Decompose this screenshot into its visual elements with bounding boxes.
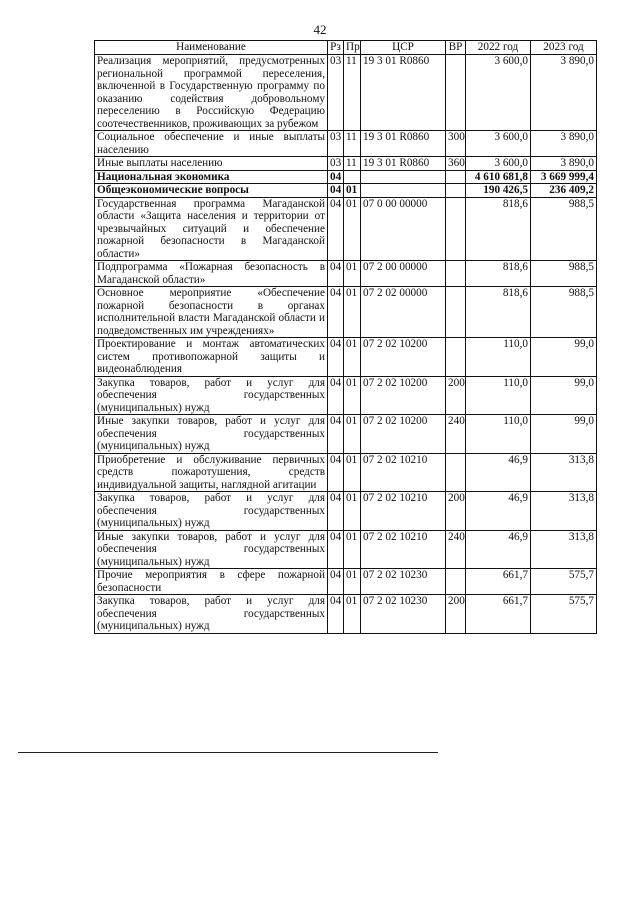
row-csr: 07 2 02 10200 [361,415,446,454]
row-csr: 07 2 02 10230 [361,569,446,595]
footer-divider [18,752,438,753]
row-csr: 07 2 02 00000 [361,287,446,338]
row-vr [446,170,466,184]
table-row [95,184,597,198]
row-pr: 11 [344,131,361,157]
row-vr: 300 [446,131,466,157]
row-amount-2022: 110,0 [466,415,531,454]
row-amount-2022: 4 610 681,8 [466,170,531,184]
row-csr: 07 0 00 00000 [361,197,446,261]
row-amount-2023: 99,0 [531,376,597,415]
row-csr: 07 2 02 10200 [361,376,446,415]
table-row [95,415,597,454]
table-row [95,492,597,531]
row-name: Реализация мероприятий, предусмотренных региональной программой переселения, включенной в Государственную программу по оказанию содействия добровольному переселению в Российскую Федерацию соотечественников, проживающих за рубежом [95,55,328,131]
row-pr: 01 [344,338,361,377]
table-row [95,55,597,131]
row-vr [446,287,466,338]
row-rz: 04 [328,569,344,595]
row-rz: 04 [328,287,344,338]
row-rz: 04 [328,453,344,492]
row-csr [361,184,446,198]
row-amount-2022: 3 600,0 [466,131,531,157]
header-name: Наименование [95,41,328,55]
row-pr: 01 [344,453,361,492]
header-row [95,41,597,55]
page-number: 42 [313,22,327,37]
table-row [95,197,597,261]
row-amount-2022: 661,7 [466,595,531,634]
row-amount-2022: 3 600,0 [466,55,531,131]
row-amount-2023: 3 890,0 [531,131,597,157]
row-vr: 200 [446,492,466,531]
row-pr: 01 [344,530,361,569]
header-csr: ЦСР [361,41,446,55]
row-vr [446,197,466,261]
row-amount-2023: 236 409,2 [531,184,597,198]
row-pr: 01 [344,184,361,198]
row-name: Общеэкономические вопросы [95,184,328,198]
row-csr: 19 3 01 R0860 [361,131,446,157]
row-rz: 04 [328,415,344,454]
row-amount-2022: 661,7 [466,569,531,595]
row-vr [446,184,466,198]
row-amount-2023: 988,5 [531,197,597,261]
row-amount-2023: 575,7 [531,569,597,595]
row-pr: 01 [344,415,361,454]
row-vr: 240 [446,530,466,569]
row-vr [446,569,466,595]
row-rz: 03 [328,55,344,131]
row-vr [446,55,466,131]
row-csr: 07 2 00 00000 [361,261,446,287]
row-name: Проектирование и монтаж автоматических систем противопожарной защиты и видеонаблюдения [95,338,328,377]
table-row [95,338,597,377]
row-name: Закупка товаров, работ и услуг для обеспечения государственных (муниципальных) нужд [95,595,328,634]
row-amount-2023: 575,7 [531,595,597,634]
row-pr: 11 [344,55,361,131]
row-csr: 07 2 02 10230 [361,595,446,634]
row-amount-2023: 99,0 [531,338,597,377]
header-pr: Пр [344,41,361,55]
row-amount-2023: 988,5 [531,287,597,338]
row-csr: 07 2 02 10210 [361,453,446,492]
row-name: Закупка товаров, работ и услуг для обеспечения государственных (муниципальных) нужд [95,376,328,415]
row-amount-2022: 818,6 [466,261,531,287]
header-vr: ВР [446,41,466,55]
row-pr: 01 [344,197,361,261]
row-vr [446,453,466,492]
row-amount-2023: 313,8 [531,530,597,569]
row-name: Социальное обеспечение и иные выплаты населению [95,131,328,157]
table-row [95,453,597,492]
row-rz: 04 [328,184,344,198]
row-name: Государственная программа Магаданской области «Защита населения и территории от чрезвычайных ситуаций и обеспечение пожарной безопасности в Магаданской области» [95,197,328,261]
row-amount-2023: 988,5 [531,261,597,287]
row-amount-2022: 46,9 [466,492,531,531]
row-rz: 04 [328,197,344,261]
row-amount-2022: 818,6 [466,287,531,338]
table-row [95,376,597,415]
row-vr [446,338,466,377]
row-pr: 01 [344,595,361,634]
row-rz: 03 [328,157,344,171]
row-csr: 19 3 01 R0860 [361,157,446,171]
row-csr: 07 2 02 10210 [361,530,446,569]
header-rz: Рз [328,41,344,55]
row-name: Иные закупки товаров, работ и услуг для обеспечения государственных (муниципальных) нужд [95,530,328,569]
row-pr: 01 [344,492,361,531]
row-name: Прочие мероприятия в сфере пожарной безопасности [95,569,328,595]
row-amount-2022: 190 426,5 [466,184,531,198]
row-pr [344,170,361,184]
row-vr [446,261,466,287]
table-row [95,157,597,171]
table-row [95,131,597,157]
row-amount-2023: 3 890,0 [531,55,597,131]
row-pr: 01 [344,569,361,595]
row-amount-2023: 313,8 [531,492,597,531]
row-pr: 01 [344,287,361,338]
row-amount-2022: 110,0 [466,338,531,377]
budget-table [94,40,597,634]
table-body [95,55,597,634]
row-amount-2023: 3 669 999,4 [531,170,597,184]
row-rz: 04 [328,595,344,634]
row-rz: 04 [328,170,344,184]
row-name: Закупка товаров, работ и услуг для обеспечения государственных (муниципальных) нужд [95,492,328,531]
row-pr: 01 [344,261,361,287]
table-row [95,261,597,287]
row-rz: 04 [328,530,344,569]
row-amount-2023: 313,8 [531,453,597,492]
table-row [95,170,597,184]
row-vr: 200 [446,376,466,415]
row-csr: 07 2 02 10210 [361,492,446,531]
row-pr: 01 [344,376,361,415]
row-amount-2022: 3 600,0 [466,157,531,171]
row-name: Подпрограмма «Пожарная безопасность в Магаданской области» [95,261,328,287]
table-row [95,595,597,634]
row-rz: 04 [328,261,344,287]
row-vr: 360 [446,157,466,171]
row-vr: 200 [446,595,466,634]
header-2023: 2023 год [531,41,597,55]
row-amount-2022: 818,6 [466,197,531,261]
table-row [95,287,597,338]
row-amount-2023: 3 890,0 [531,157,597,171]
table-row [95,530,597,569]
row-vr: 240 [446,415,466,454]
row-rz: 03 [328,131,344,157]
row-name: Национальная экономика [95,170,328,184]
row-name: Иные выплаты населению [95,157,328,171]
row-name: Приобретение и обслуживание первичных средств пожаротушения, средств индивидуальной защиты, наглядной агитации [95,453,328,492]
row-pr: 11 [344,157,361,171]
row-amount-2023: 99,0 [531,415,597,454]
row-amount-2022: 46,9 [466,453,531,492]
row-csr: 07 2 02 10200 [361,338,446,377]
row-name: Иные закупки товаров, работ и услуг для обеспечения государственных (муниципальных) нужд [95,415,328,454]
row-csr [361,170,446,184]
row-rz: 04 [328,376,344,415]
row-amount-2022: 46,9 [466,530,531,569]
row-rz: 04 [328,338,344,377]
row-csr: 19 3 01 R0860 [361,55,446,131]
table-row [95,569,597,595]
row-name: Основное мероприятие «Обеспечение пожарной безопасности в органах исполнительной власти Магаданской области и подведомственных им учреждениях» [95,287,328,338]
row-rz: 04 [328,492,344,531]
row-amount-2022: 110,0 [466,376,531,415]
header-2022: 2022 год [466,41,531,55]
